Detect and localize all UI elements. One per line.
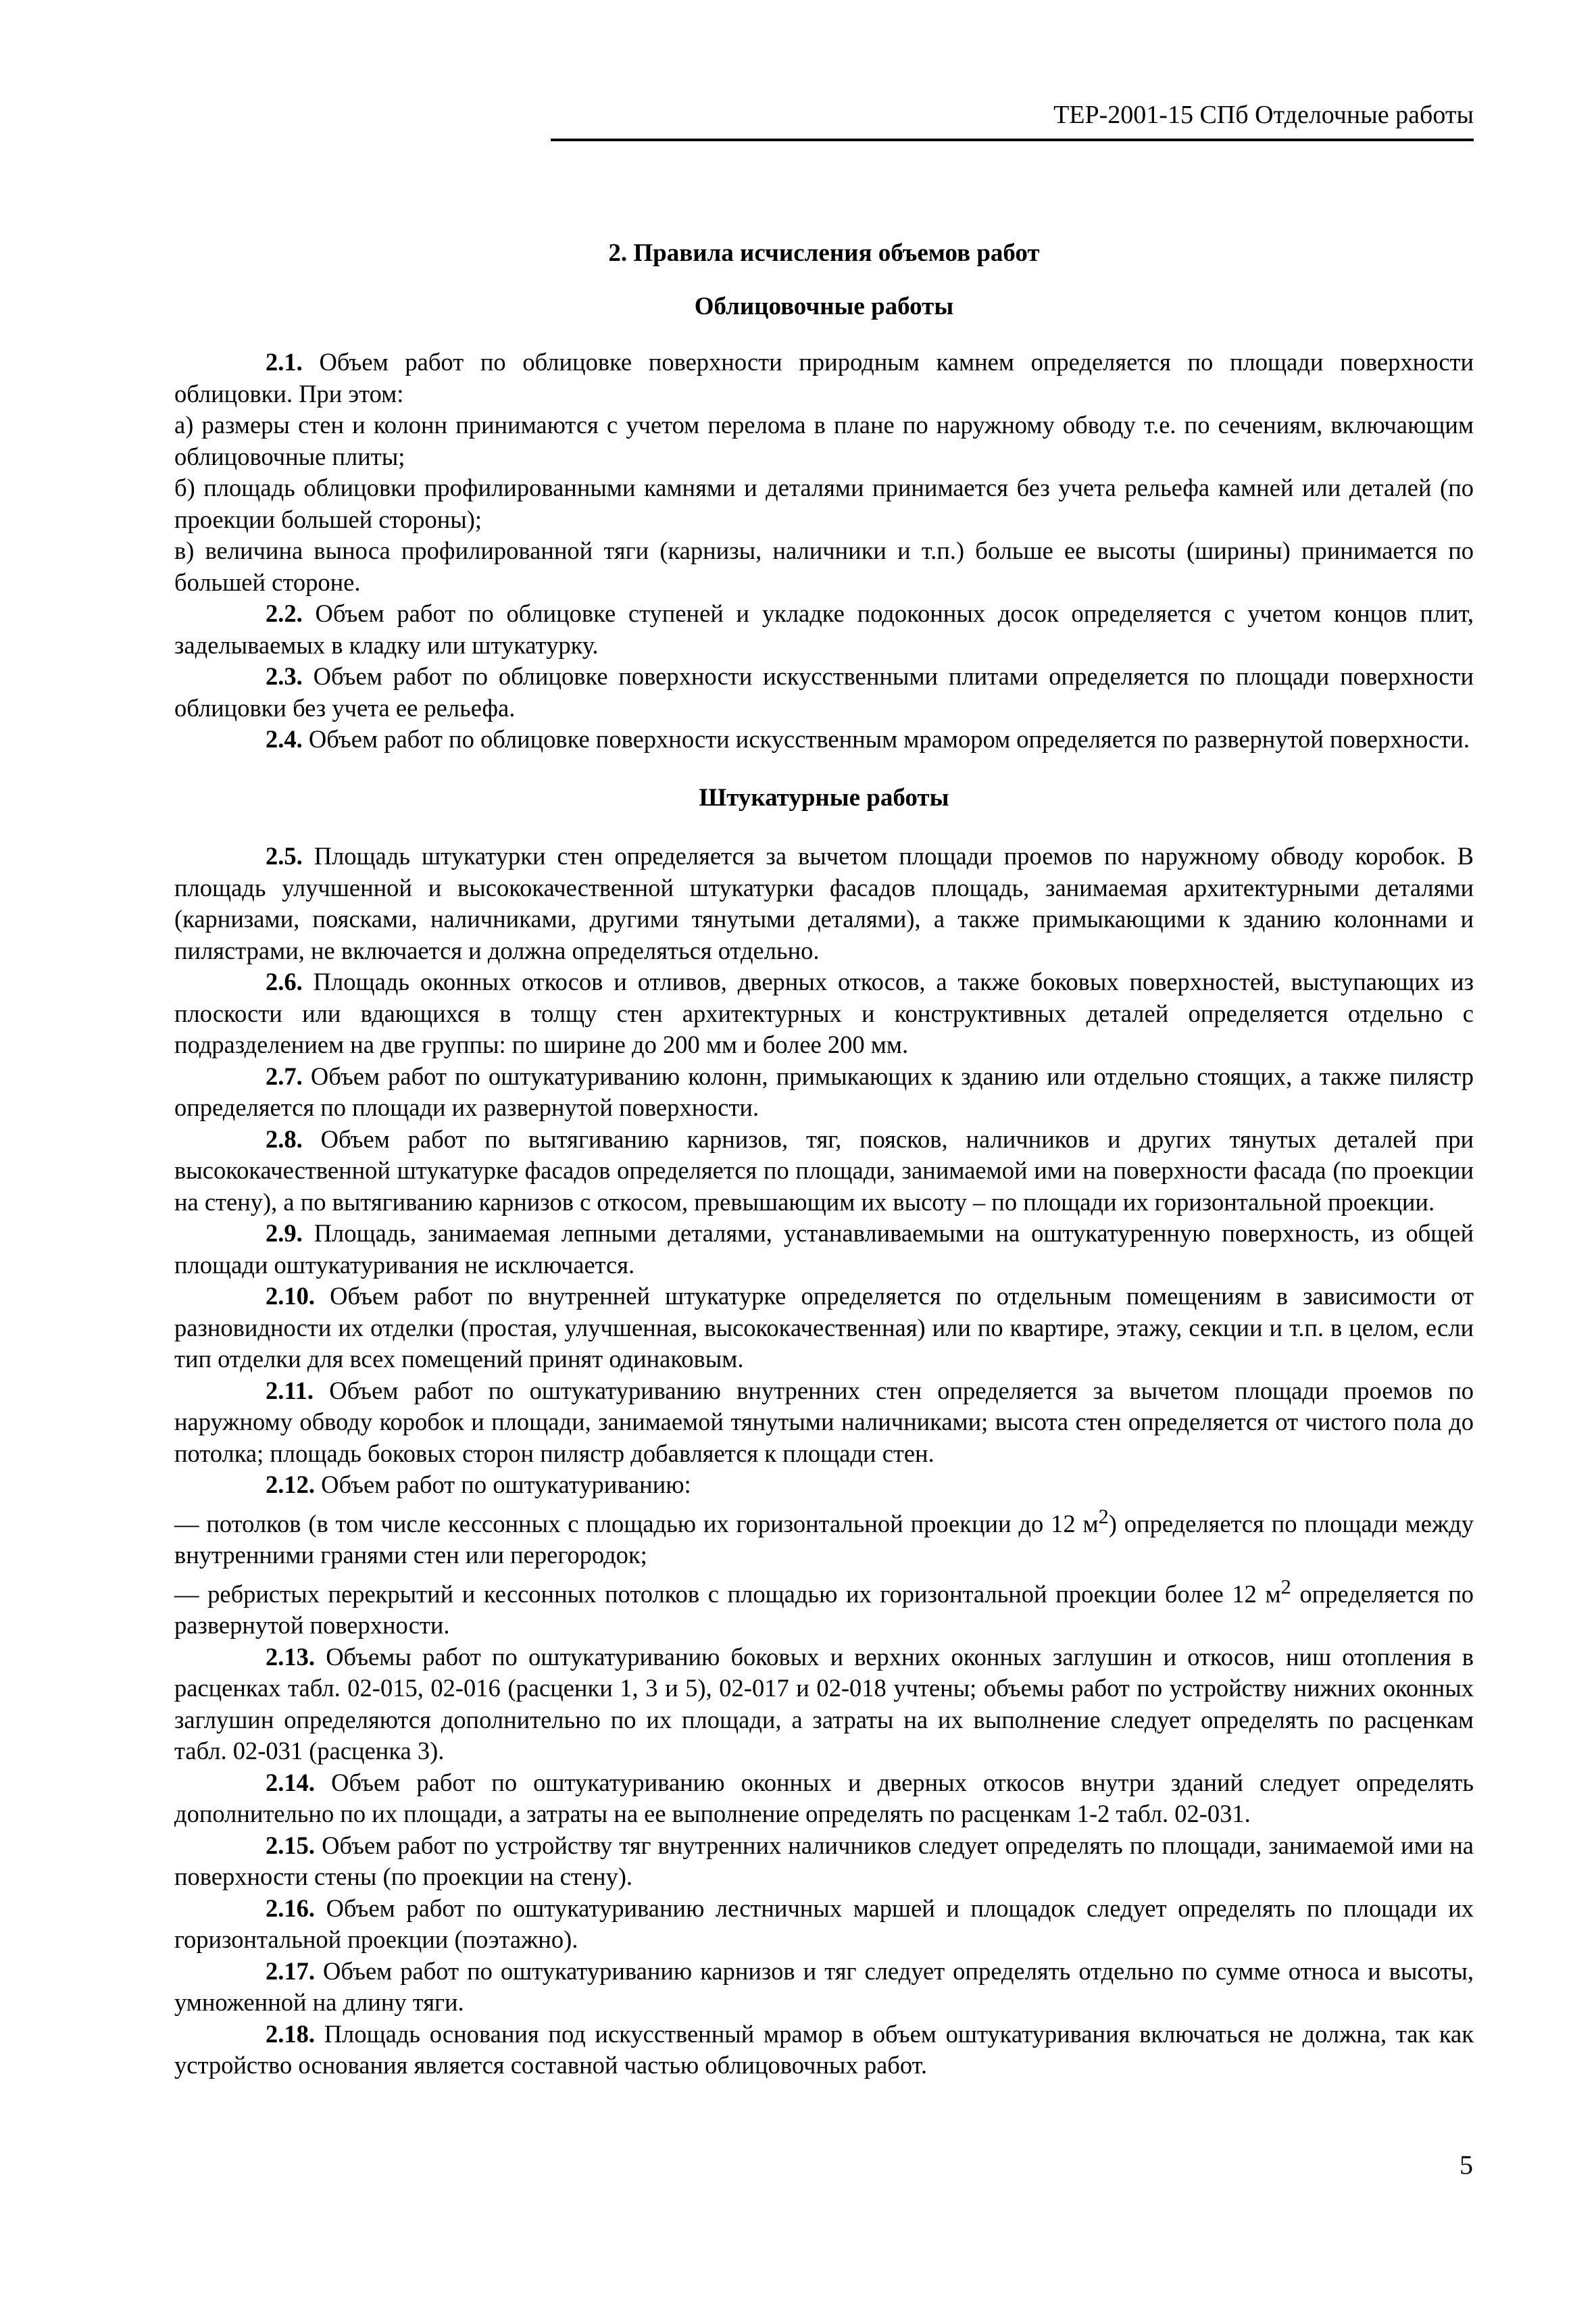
paragraph-2-6 bbox=[174, 966, 1474, 1061]
list-item-b: б) площадь облицовки профилированными камнями и деталями принимается без учета рельефа камней или деталей (по проекции большей стороны); bbox=[174, 474, 1474, 533]
paragraph-2-7 bbox=[174, 1061, 1474, 1124]
paragraph-text: Объем работ по оштукатуриванию внутренних стен определяется за вычетом площади проемов по наружному обводу коробок и площади, занимаемой тянутыми наличниками; высота стен определяется от чистого пола до потолка; площадь боковых сторон пилястр добавляется к площади стен. bbox=[174, 1376, 1474, 1467]
paragraph-number: 2.7. bbox=[266, 1062, 303, 1090]
paragraph-2-2 bbox=[174, 598, 1474, 661]
dash-item-ribbed-floors bbox=[174, 1571, 1474, 1642]
subsection-title-plastering: Штукатурные работы bbox=[699, 783, 949, 812]
paragraph-text: Объем работ по облицовке ступеней и укладке подоконных досок определяется с учетом концов плит, заделываемых в кладку или штукатурку. bbox=[174, 599, 1474, 659]
paragraph-2-3 bbox=[174, 661, 1474, 724]
paragraph-text: Объемы работ по оштукатуриванию боковых и верхних оконных заглушин и откосов, ниш отопления в расценках табл. 02-015, 02-016 (расценки 1, 3 и 5), 02-017 и 02-018 учтены; объемы работ по устройству нижних оконных заглушин определяются дополнительно по их площади, а затраты на их выполнение следует определять по расценкам табл. 02-031 (расценка 3). bbox=[174, 1642, 1474, 1765]
paragraph-number: 2.14. bbox=[266, 1768, 315, 1796]
paragraph-number: 2.18. bbox=[266, 2019, 315, 2048]
paragraph-text: Площадь оконных откосов и отливов, дверных откосов, а также боковых поверхностей, выступающих из плоскости или вдающихся в толщу стен архитектурных и конструктивных деталей определяется отдельно с подразделением на две группы: по ширине до 200 мм и более 200 мм. bbox=[174, 968, 1474, 1058]
paragraph-2-16 bbox=[174, 1893, 1474, 1956]
paragraph-2-14 bbox=[174, 1767, 1474, 1830]
paragraph-text: Объем работ по внутренней штукатурке определяется по отдельным помещениям в зависимости от разновидности их отделки (простая, улучшенная, высококачественная) или по квартире, этажу, секции и т.п. в целом, если тип отделки для всех помещений принят одинаковым. bbox=[174, 1282, 1474, 1373]
paragraph-number: 2.6. bbox=[266, 968, 303, 995]
dash-item-text: ) определяется по площади между внутренними гранями стен или перегородок; bbox=[174, 1509, 1474, 1569]
paragraph-number: 2.5. bbox=[266, 842, 303, 870]
paragraph-2-15 bbox=[174, 1830, 1474, 1893]
paragraph-text: Объем работ по оштукатуриванию лестничных маршей и площадок следует определять по площади их горизонтальной проекции (поэтажно). bbox=[174, 1894, 1474, 1954]
paragraph-number: 2.4. bbox=[266, 725, 303, 753]
paragraph-number: 2.8. bbox=[266, 1125, 303, 1153]
header-rule bbox=[551, 139, 1474, 141]
section-title: 2. Правила исчисления объемов работ bbox=[608, 239, 1040, 267]
list-item-v: в) величина выноса профилированной тяги (карнизы, наличники и т.п.) больше ее высоты (ширины) принимается по большей стороне. bbox=[174, 537, 1474, 596]
paragraph-number: 2.2. bbox=[266, 599, 303, 627]
page-body bbox=[174, 230, 1474, 2082]
paragraph-2-8 bbox=[174, 1124, 1474, 1218]
paragraph-text: Объем работ по оштукатуриванию колонн, примыкающих к зданию или отдельно стоящих, а также пилястр определяется по площади их развернутой поверхности. bbox=[174, 1062, 1474, 1121]
paragraph-text: Объем работ по облицовке поверхности природным камнем определяется по площади поверхности облицовки. При этом: bbox=[174, 348, 1474, 408]
paragraph-text: Площадь штукатурки стен определяется за вычетом площади проемов по наружному обводу коробок. В площадь улучшенной и высококачественной штукатурки фасадов площадь, занимаемая архитектурными деталями (карнизами, поясками, наличниками, другими тянутыми деталями), а также примыкающими к зданию колоннами и пилястрами, не включается и должна определяться отдельно. bbox=[174, 842, 1474, 964]
paragraph-number: 2.17. bbox=[266, 1956, 315, 1985]
superscript: 2 bbox=[1098, 1504, 1109, 1528]
paragraph-text: Объем работ по вытягиванию карнизов, тяг, поясков, наличников и других тянутых деталей при высококачественной штукатурке фасадов определяется по площади, занимаемой ими на поверхности фасада (по проекции на стену), а по вытягиванию карнизов с откосом, превышающим их высоту – по площади их горизонтальной проекции. bbox=[174, 1125, 1474, 1216]
dash-item-ceilings bbox=[174, 1501, 1474, 1571]
paragraph-number: 2.3. bbox=[266, 662, 303, 690]
paragraph-2-12 bbox=[174, 1469, 1474, 1501]
paragraph-2-5 bbox=[174, 841, 1474, 966]
paragraph-number: 2.12. bbox=[266, 1471, 315, 1498]
paragraph-number: 2.15. bbox=[266, 1831, 315, 1859]
running-header: ТЕР-2001-15 СПб Отделочные работы bbox=[1053, 101, 1474, 129]
paragraph-text: Объем работ по оштукатуриванию оконных и дверных откосов внутри зданий следует определять дополнительно по их площади, а затраты на ее выполнение определять по расценкам 1-2 табл. 02-031. bbox=[174, 1768, 1474, 1828]
paragraph-text: Объем работ по устройству тяг внутренних наличников следует определять по площади, занимаемой ими на поверхности стены (по проекции на стену). bbox=[174, 1831, 1474, 1891]
paragraph-text: Объем работ по облицовке поверхности искусственными плитами определяется по площади поверхности облицовки без учета ее рельефа. bbox=[174, 662, 1474, 722]
dash-item-text: — потолков (в том числе кессонных с площадью их горизонтальной проекции до 12 м bbox=[174, 1509, 1099, 1537]
paragraph-number: 2.13. bbox=[266, 1642, 315, 1671]
paragraph-2-9 bbox=[174, 1218, 1474, 1281]
page-number: 5 bbox=[1460, 2150, 1473, 2180]
paragraph-number: 2.16. bbox=[266, 1894, 315, 1922]
paragraph-2-18 bbox=[174, 2019, 1474, 2082]
paragraph-2-1 bbox=[174, 347, 1474, 410]
paragraph-text: Площадь основания под искусственный мрамор в объем оштукатуривания включаться не должна, так как устройство основания является составной частью облицовочных работ. bbox=[174, 2019, 1474, 2079]
paragraph-text: Площадь, занимаемая лепными деталями, устанавливаемыми на оштукатуренную поверхность, из общей площади оштукатуривания не исключается. bbox=[174, 1219, 1474, 1279]
paragraph-text: Объем работ по оштукатуриванию: bbox=[321, 1471, 691, 1498]
paragraph-2-11 bbox=[174, 1375, 1474, 1470]
superscript: 2 bbox=[1280, 1575, 1291, 1598]
paragraph-number: 2.9. bbox=[266, 1219, 303, 1247]
paragraph-number: 2.10. bbox=[266, 1282, 315, 1310]
paragraph-2-17 bbox=[174, 1956, 1474, 2019]
paragraph-2-10 bbox=[174, 1281, 1474, 1375]
paragraph-text: Объем работ по оштукатуриванию карнизов и тяг следует определять отдельно по сумме относа и высоты, умноженной на длину тяги. bbox=[174, 1956, 1474, 2017]
paragraph-number: 2.1. bbox=[266, 348, 303, 376]
paragraph-2-4 bbox=[174, 724, 1474, 756]
dash-item-text: определяется по развернутой поверхности. bbox=[174, 1579, 1474, 1640]
paragraph-text: Объем работ по облицовке поверхности искусственным мрамором определяется по развернутой поверхности. bbox=[308, 725, 1470, 753]
list-item-a: а) размеры стен и колонн принимаются с учетом перелома в плане по наружному обводу т.е. по сечениям, включающим облицовочные плиты; bbox=[174, 411, 1474, 470]
dash-item-text: — ребристых перекрытий и кессонных потолков с площадью их горизонтальной проекции более 12 м bbox=[174, 1579, 1281, 1608]
subsection-title-cladding: Облицовочные работы bbox=[694, 292, 954, 320]
paragraph-number: 2.11. bbox=[266, 1376, 314, 1404]
paragraph-2-13 bbox=[174, 1642, 1474, 1767]
